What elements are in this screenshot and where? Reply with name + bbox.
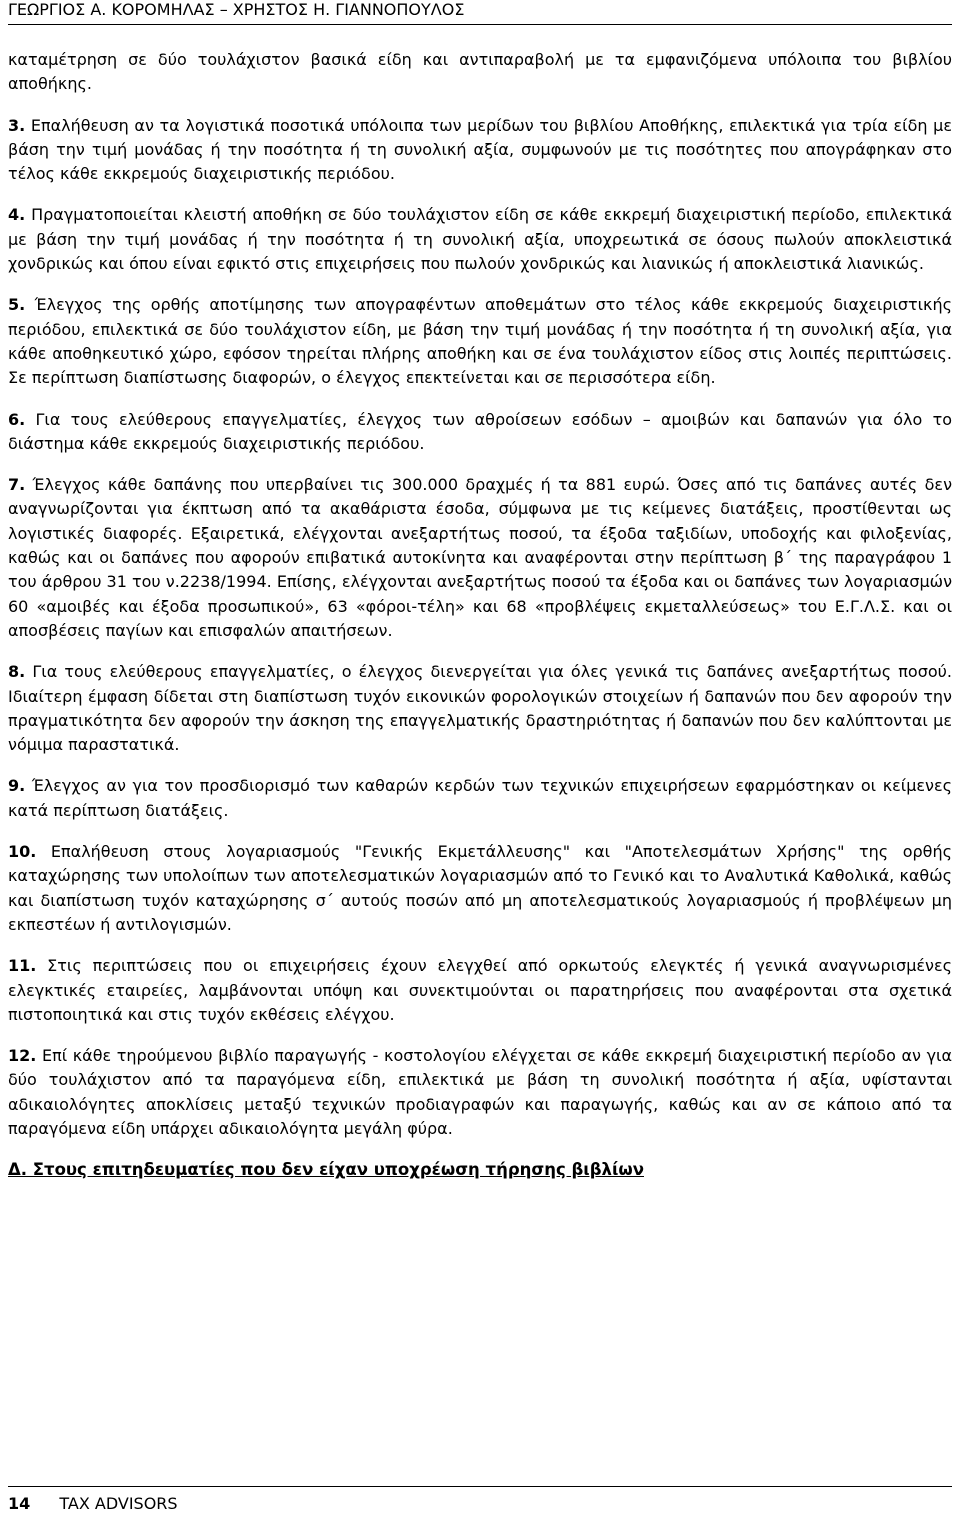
intro-paragraph: καταμέτρηση σε δύο τουλάχιστον βασικά είδη και αντιπαραβολή με τα εμφανιζόμενα υπόλοιπα του βιβλίου αποθήκης. (8, 50, 952, 94)
document-body (8, 48, 952, 1183)
paragraph-text: Επαλήθευση αν τα λογιστικά ποσοτικά υπόλοιπα των μερίδων του βιβλίου Αποθήκης, επιλεκτικά για τρία είδη με βάση την τιμή μονάδας ή την ποσότητα ή τη συνολική αξία, συμφωνούν με τις ποσότητες που απογράφηκαν στο τέλος κάθε εκκρεμούς διαχειριστικής περιόδου. (8, 115, 952, 184)
paragraph-text: Για τους ελεύθερους επαγγελματίες, ο έλεγχος διενεργείται για όλες γενικά τις δαπάνες ανεξαρτήτως ποσού. Ιδιαίτερη έμφαση δίδεται στη διαπίστωση τυχόν εικονικών φορολογικών στοιχείων ή δαπανών που δεν αφορούν την πραγματικότητα δεν αφορούν την άσκηση της επαγγελματικής δραστηριότητας ή δαπανών που δεν καλύπτονται με νόμιμα παραστατικά. (8, 662, 952, 755)
header-divider (8, 24, 952, 25)
paragraph-number: 8. (8, 662, 26, 682)
section-heading: Δ. Στους επιτηδευματίες που δεν είχαν υποχρέωση τήρησης βιβλίων (8, 1160, 644, 1180)
numbered-paragraph (8, 203, 952, 276)
numbered-paragraph (8, 660, 952, 757)
numbered-paragraph (8, 408, 952, 457)
footer-text: TAX ADVISORS (59, 1494, 178, 1513)
numbered-paragraph (8, 473, 952, 643)
footer (8, 1494, 178, 1514)
paragraph-text: Στις περιπτώσεις που οι επιχειρήσεις έχουν ελεγχθεί από ορκωτούς ελεγκτές ή γενικά αναγνωρισμένες ελεγκτικές εταιρείες, λαμβάνονται υπόψη και συνεκτιμούνται οι παρατηρήσεις που αναφέρονται στα σχετικά πιστοποιητικά και στις τυχόν εκθέσεις ελέγχου. (8, 956, 952, 1024)
paragraph-number: 4. (8, 205, 26, 225)
paragraph-text: Έλεγχος της ορθής αποτίμησης των απογραφέντων αποθεμάτων στο τέλος κάθε εκκρεμούς διαχειριστικής περιόδου, επιλεκτικά σε δύο τουλάχιστον είδη, με βάση την τιμή μονάδας ή την ποσότητα ή τη συνολική αξία, για κάθε αποθηκευτικό χώρο, εφόσον τηρείται πλήρης αποθήκη και σε ένα τουλάχιστον είδος στις λοιπές περιπτώσεις. Σε περίπτωση διαπίστωσης διαφορών, ο έλεγχος επεκτείνεται και σε περισσότερα είδη. (8, 295, 952, 388)
page-number: 14 (8, 1494, 31, 1513)
paragraph-text: Επαλήθευση στους λογαριασμούς "Γενικής Εκμετάλλευσης" και "Αποτελεσμάτων Χρήσης" της ορθής καταχώρησης των υπολοίπων των αποτελεσματικών λογαριασμών από το Γενικό και το Αναλυτικά Καθολικά, καθώς και διαπίστωση τυχόν καταχώρησης σ΄ αυτούς ποσών από μη αποτελεσματικούς λογαριασμούς ή προβλέψεων μη εκπεστέων ή αντιλογισμών. (8, 842, 952, 934)
paragraph-number: 6. (8, 409, 26, 429)
numbered-paragraph (8, 1044, 952, 1141)
numbered-paragraph (8, 840, 952, 937)
paragraph-number: 5. (8, 295, 26, 315)
numbered-paragraph-list (8, 114, 952, 1142)
running-header: ΓΕΩΡΓΙΟΣ Α. ΚΟΡΟΜΗΛΑΣ – ΧΡΗΣΤΟΣ Η. ΓΙΑΝΝΟΠΟΥΛΟΣ (8, 0, 465, 19)
paragraph-number: 9. (8, 776, 26, 796)
paragraph-number: 3. (8, 115, 26, 135)
paragraph-text: Για τους ελεύθερους επαγγελματίες, έλεγχος των αθροίσεων εσόδων – αμοιβών και δαπανών για όλο το διάστημα κάθε εκκρεμούς διαχειριστικής περιόδου. (8, 409, 952, 453)
paragraph-number: 11. (8, 956, 37, 976)
numbered-paragraph (8, 954, 952, 1027)
paragraph-number: 7. (8, 475, 26, 495)
paragraph-text: Επί κάθε τηρούμενου βιβλίο παραγωγής - κοστολογίου ελέγχεται σε κάθε εκκρεμή διαχειριστική περίοδο αν για δύο τουλάχιστον από τα παραγόμενα είδη, επιλεκτικά με βάση τη συνολική ποσότητα ή αξία, υφίστανται αδικαιολόγητες αποκλίσεις μεταξύ τεχνικών προδιαγραφών και παραγωγής, καθώς και αν σε κάποιο από τα παραγόμενα είδη υπάρχει αδικαιολόγητα μεγάλη φύρα. (8, 1046, 952, 1138)
paragraph-text: Πραγματοποιείται κλειστή αποθήκη σε δύο τουλάχιστον είδη σε κάθε εκκρεμή διαχειριστική περίοδο, επιλεκτικά με βάση την τιμή μονάδας ή την ποσότητα ή τη συνολική αξία, υποχρεωτικά σε όσους πωλούν αποκλειστικά χονδρικώς και όπου είναι εφικτό στις επιχειρήσεις που πωλούν χονδρικώς και λιανικώς ή αποκλειστικά λιανικώς. (8, 205, 952, 274)
paragraph-text: Έλεγχος κάθε δαπάνης που υπερβαίνει τις 300.000 δραχμές ή τα 881 ευρώ. Όσες από τις δαπάνες αυτές δεν αναγνωρίζονται για έκπτωση από τα ακαθάριστα έσοδα, σύμφωνα με τις κείμενες διατάξεις, προστίθενται ως λογιστικές διαφορές. Εξαιρετικά, ελέγχονται ανεξαρτήτως ποσού, τα έξοδα ταξιδίων, υποδοχής και φιλοξενίας, καθώς και οι δαπάνες που αφορούν επιβατικά αυτοκίνητα και αναφέρονται στην περίπτωση β΄ της παραγράφου 1 του άρθρου 31 του ν.2238/1994. Επίσης, ελέγχονται ανεξαρτήτως ποσού τα έξοδα και οι δαπάνες των λογαριασμών 60 «αμοιβές και έξοδα προσωπικού», 63 «φόροι-τέλη» και 68 «προβλέψεις εκμεταλλεύσεως» του Ε.Γ.Λ.Σ. και οι αποσβέσεις παγίων και επισφαλών απαιτήσεων. (8, 475, 952, 640)
numbered-paragraph (8, 293, 952, 390)
paragraph-number: 12. (8, 1046, 37, 1066)
footer-divider (8, 1486, 952, 1487)
numbered-paragraph (8, 114, 952, 187)
paragraph-number: 10. (8, 842, 37, 862)
numbered-paragraph (8, 774, 952, 823)
paragraph-text: Έλεγχος αν για τον προσδιορισμό των καθαρών κερδών των τεχνικών επιχειρήσεων εφαρμόστηκαν οι κείμενες κατά περίπτωση διατάξεις. (8, 776, 952, 820)
